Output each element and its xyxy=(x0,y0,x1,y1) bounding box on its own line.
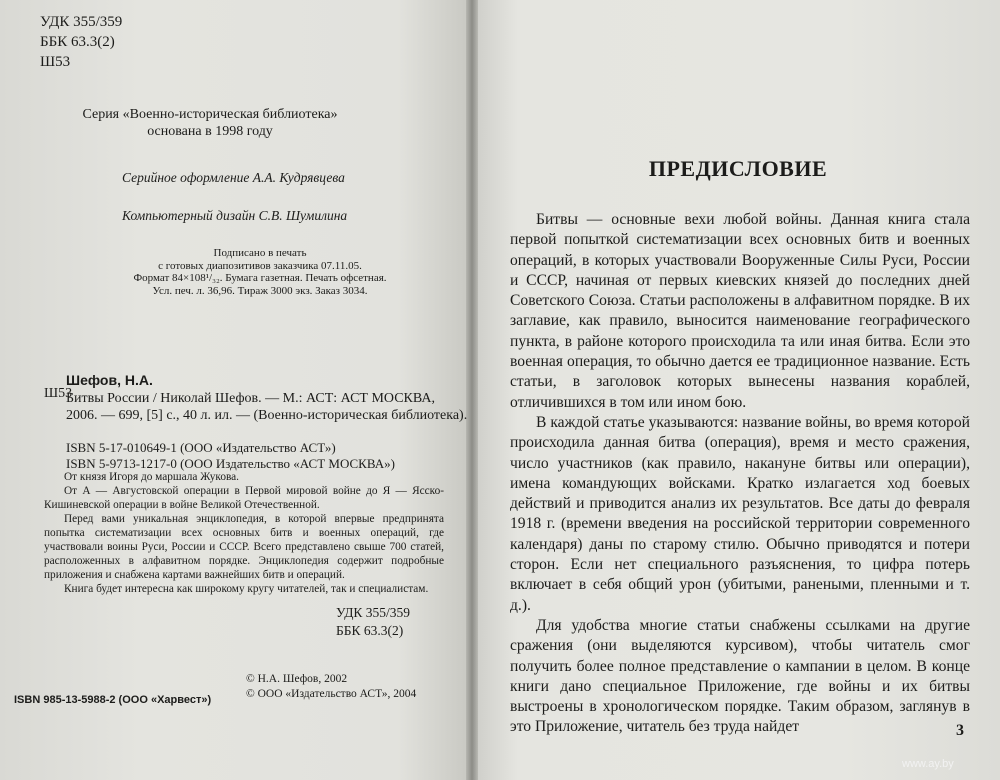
book-gutter xyxy=(466,0,478,780)
bbk-code: ББК 63.3(2) xyxy=(336,623,404,638)
copyright-line: © Н.А. Шефов, 2002 xyxy=(246,673,348,685)
udk-classification-top xyxy=(40,12,122,72)
preface-heading: ПРЕДИСЛОВИЕ xyxy=(648,156,828,181)
series-info xyxy=(0,106,420,140)
annotation-paragraph: От князя Игоря до маршала Жукова. xyxy=(64,471,240,483)
copyright-block xyxy=(246,672,416,702)
isbn-harvest: ISBN 985-13-5988-2 (ООО «Харвест») xyxy=(14,694,212,706)
bib-line: 2006. — 699, [5] с., 40 л. ил. — (Военно-историческая библиотека). xyxy=(66,408,468,423)
udk-classification-bottom xyxy=(336,604,410,640)
annotation xyxy=(44,470,444,596)
udk-code: УДК 355/359 xyxy=(336,605,411,620)
annotation-paragraph: От А — Августовской операции в Первой мировой войне до Я — Ясско-Кишиневской операции в войне Великой Отечественной. xyxy=(44,485,444,511)
isbn-line: ISBN 5-17-010649-1 (ООО «Издательство АСТ») xyxy=(66,440,336,455)
page-number: 3 xyxy=(956,722,964,739)
author-sign: Ш53 xyxy=(40,54,71,70)
author-code: Ш53 xyxy=(44,386,73,401)
bbk-code: ББК 63.3(2) xyxy=(40,34,115,50)
isbn-block xyxy=(66,440,395,472)
imprint-line: Усл. печ. л. 36,96. Тираж 3000 экз. Заказ 3034. xyxy=(152,284,368,297)
imprint-line: Формат 84×108¹/₃₂. Бумага газетная. Печать офсетная. xyxy=(133,272,387,284)
preface-paragraph: В каждой статье указываются: название войны, во время которой происходила данная битва (операция), время и место сражения, число участников (как правило, накануне битвы или операции), имена командующих войсками. Кратко излагается ход боевых действий и приводится анализ их результатов. Все даты до февраля 1918 г. (времени введения на российской территории современного календаря) даны по старому стилю. Обычно приводятся и потери сторон. Если нет специального разъяснения, то цифра потерь включает в себя общий урон (убитыми, ранеными, пленными и т. д.). xyxy=(510,413,970,614)
imprint-line: Подписано в печать xyxy=(213,247,307,259)
preface-paragraph: Битвы — основные вехи любой войны. Данная книга стала первой попыткой систематизации всех основных битв и военных операций, в которых участвовали Вооруженные Силы Руси, России и СССР, начиная от первых киевских князей до последних дней Советского Союза. Статьи расположены в алфавитном порядке. В их заглавие, как правило, выносится наименование географического пункта, в районе которого происходила та или иная битва. Если это военная операция, то обычно дается ее традиционное название. Есть статьи, в заголовок которых вынесены названия кораблей, отличившихся в том или ином бою. xyxy=(510,211,970,411)
isbn-line: ISBN 5-9713-1217-0 (ООО Издательство «АСТ МОСКВА») xyxy=(66,456,395,471)
author-name: Шефов, Н.А. xyxy=(66,372,153,388)
bibliographic-record xyxy=(66,372,467,424)
preface-text xyxy=(510,210,970,738)
preface-paragraph: Для удобства многие статьи снабжены ссылками на другие сражения (они выделяются курсивом), чтобы читатель смог получить более полное представление о кампании в целом. В конце книги дано специальное Приложение, где войны и их битвы выстроены в хронологическом порядке. Таким образом, заглянув в это Приложение, читатель без труда найдет xyxy=(510,616,970,736)
computer-design-credit: Компьютерный дизайн С.В. Шумилина xyxy=(122,208,348,223)
imprint-line: с готовых диапозитивов заказчика 07.11.05. xyxy=(158,259,362,272)
udk-code: УДК 355/359 xyxy=(40,14,123,30)
annotation-paragraph: Книга будет интересна как широкому кругу читателей, так и специалистам. xyxy=(64,583,429,595)
series-founded: основана в 1998 году xyxy=(147,124,273,139)
copyright-line: © ООО «Издательство АСТ», 2004 xyxy=(246,688,417,700)
design-credit: Серийное оформление А.А. Кудрявцева xyxy=(122,170,345,185)
print-imprint xyxy=(120,247,400,297)
annotation-paragraph: Перед вами уникальная энциклопедия, в которой впервые предпринята попытка систематизации всех основных битв и военных операций, где участвовали воины Руси, России и СССР. Всего представлено свыше 700 статей, расположенных в алфавитном порядке. Энциклопедия содержит подробные приложения и снабжена картами важнейших битв и операций. xyxy=(44,513,444,581)
series-name: Серия «Военно-историческая библиотека» xyxy=(82,107,338,122)
bib-line: Битвы России / Николай Шефов. — М.: АСТ: АСТ МОСКВА, xyxy=(66,391,435,406)
watermark: www.ay.by xyxy=(902,758,954,770)
